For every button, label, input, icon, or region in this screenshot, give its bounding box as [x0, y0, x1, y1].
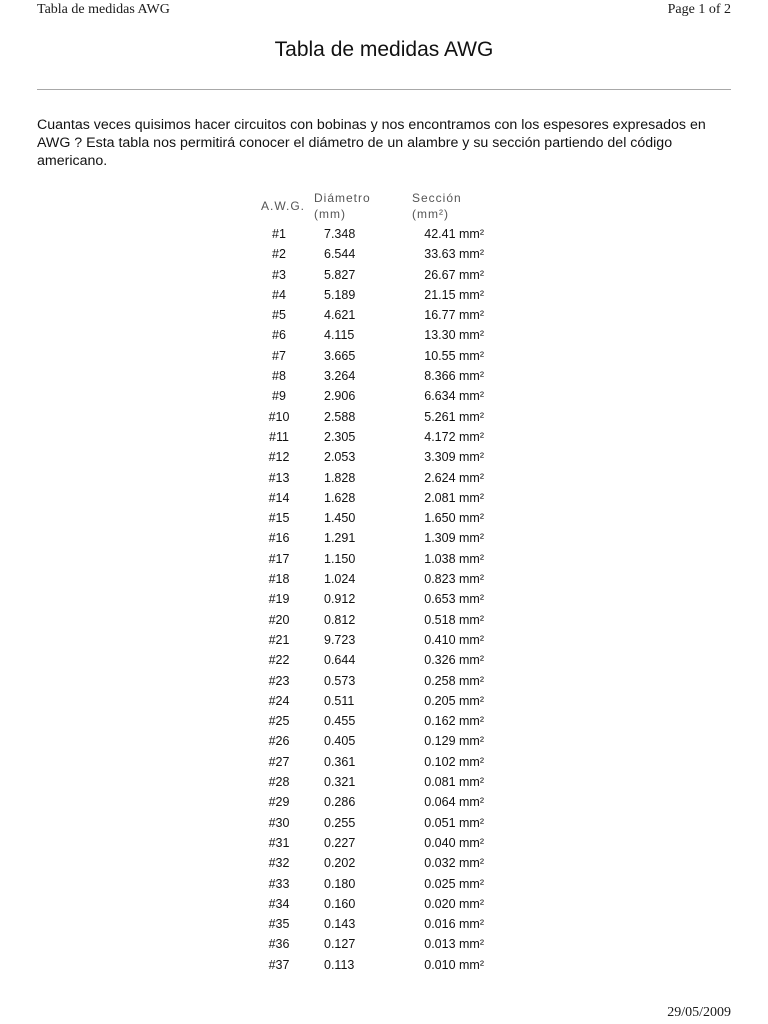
cell-section: 0.051 mm² — [424, 815, 484, 830]
cell-section: 1.038 mm² — [424, 551, 484, 566]
cell-section: 2.624 mm² — [424, 470, 484, 485]
cell-diameter: 0.202 — [324, 856, 356, 871]
cell-awg: #21 — [268, 632, 290, 647]
table-row — [0, 650, 768, 670]
cell-section: 0.129 mm² — [424, 734, 484, 749]
print-footer-date: 29/05/2009 — [667, 1005, 731, 1020]
cell-awg: #8 — [272, 369, 286, 384]
cell-section: 8.366 mm² — [424, 369, 484, 384]
table-row — [0, 914, 768, 934]
column-header-section-label: Sección — [412, 191, 462, 205]
cell-diameter: 0.455 — [324, 714, 356, 729]
table-row — [0, 752, 768, 772]
cell-diameter: 0.644 — [324, 653, 356, 668]
cell-section: 13.30 mm² — [424, 328, 484, 343]
cell-diameter: 0.227 — [324, 835, 356, 850]
cell-diameter: 4.115 — [324, 328, 355, 343]
cell-diameter: 6.544 — [324, 247, 356, 262]
table-row — [0, 528, 768, 548]
cell-awg: #24 — [268, 693, 290, 708]
cell-section: 0.205 mm² — [424, 693, 484, 708]
cell-awg: #32 — [268, 856, 290, 871]
cell-diameter: 2.588 — [324, 409, 356, 424]
cell-section: 33.63 mm² — [424, 247, 484, 262]
table-row — [0, 265, 768, 285]
cell-section: 0.010 mm² — [424, 957, 484, 972]
cell-section: 0.162 mm² — [424, 714, 484, 729]
cell-diameter: 0.321 — [324, 775, 356, 790]
cell-awg: #20 — [268, 612, 290, 627]
column-header-diameter-unit: (mm) — [314, 207, 346, 221]
cell-section: 0.823 mm² — [424, 572, 484, 587]
cell-section: 0.016 mm² — [424, 917, 484, 932]
cell-section: 0.032 mm² — [424, 856, 484, 871]
cell-awg: #11 — [269, 429, 289, 444]
cell-awg: #4 — [272, 287, 286, 302]
cell-awg: #7 — [272, 348, 286, 363]
table-row — [0, 813, 768, 833]
cell-diameter: 2.053 — [324, 450, 356, 465]
cell-diameter: 0.573 — [324, 673, 356, 688]
table-row — [0, 285, 768, 305]
cell-diameter: 1.024 — [324, 572, 356, 587]
cell-awg: #3 — [272, 267, 286, 282]
table-row — [0, 874, 768, 894]
table-row — [0, 468, 768, 488]
table-row — [0, 934, 768, 954]
cell-awg: #22 — [268, 653, 290, 668]
cell-diameter: 7.348 — [324, 227, 356, 241]
cell-diameter: 0.912 — [324, 592, 356, 607]
cell-diameter: 0.361 — [324, 754, 356, 769]
cell-awg: #34 — [268, 896, 290, 911]
cell-section: 0.258 mm² — [424, 673, 484, 688]
cell-awg: #16 — [268, 531, 290, 546]
cell-awg: #12 — [268, 450, 290, 465]
table-row — [0, 792, 768, 812]
cell-diameter: 0.812 — [324, 612, 356, 627]
cell-diameter: 5.827 — [324, 267, 356, 282]
cell-diameter: 0.255 — [324, 815, 356, 830]
cell-awg: #9 — [272, 389, 286, 404]
table-row — [0, 305, 768, 325]
table-row — [0, 853, 768, 873]
cell-awg: #35 — [268, 917, 290, 932]
title-divider — [37, 89, 731, 90]
table-row — [0, 772, 768, 792]
cell-awg: #28 — [268, 775, 290, 790]
cell-section: 0.013 mm² — [424, 937, 484, 952]
table-row — [0, 955, 768, 975]
table-row — [0, 386, 768, 406]
cell-awg: #6 — [272, 328, 286, 343]
cell-awg: #19 — [268, 592, 290, 607]
cell-awg: #25 — [268, 714, 290, 729]
table-row — [0, 833, 768, 853]
cell-diameter: 0.127 — [324, 937, 356, 952]
cell-section: 16.77 mm² — [424, 308, 484, 323]
cell-section: 0.518 mm² — [424, 612, 484, 627]
table-row — [0, 488, 768, 508]
cell-section: 10.55 mm² — [424, 348, 484, 363]
cell-section: 5.261 mm² — [424, 409, 484, 424]
cell-awg: #13 — [268, 470, 290, 485]
cell-section: 4.172 mm² — [424, 429, 484, 444]
cell-awg: #14 — [268, 490, 290, 505]
table-row — [0, 569, 768, 589]
cell-awg: #17 — [268, 551, 290, 566]
awg-table-body — [0, 224, 768, 975]
cell-awg: #5 — [272, 308, 286, 323]
column-header-awg: A.W.G. — [261, 199, 306, 213]
print-header-title: Tabla de medidas AWG — [37, 2, 170, 17]
cell-awg: #30 — [268, 815, 290, 830]
cell-section: 3.309 mm² — [424, 450, 484, 465]
cell-section: 21.15 mm² — [424, 287, 484, 302]
table-row — [0, 224, 768, 244]
table-row — [0, 447, 768, 467]
column-header-diameter-label: Diámetro — [314, 191, 371, 205]
table-row — [0, 731, 768, 751]
cell-diameter: 5.189 — [324, 287, 356, 302]
table-row — [0, 589, 768, 609]
cell-diameter: 0.143 — [324, 917, 356, 932]
cell-section: 2.081 mm² — [424, 490, 484, 505]
cell-diameter: 0.180 — [324, 876, 356, 891]
intro-paragraph: Cuantas veces quisimos hacer circuitos con bobinas y nos encontramos con los espesores expresados en AWG ? Esta tabla nos permitirá conocer el diámetro de un alambre y su sección partiendo del código americano. — [37, 117, 706, 169]
cell-section: 42.41 mm² — [424, 227, 484, 241]
cell-section: 0.064 mm² — [424, 795, 484, 810]
table-row — [0, 427, 768, 447]
cell-diameter: 0.113 — [324, 957, 355, 972]
cell-section: 0.081 mm² — [424, 775, 484, 790]
cell-awg: #29 — [268, 795, 290, 810]
cell-awg: #27 — [268, 754, 290, 769]
column-header-section-unit: (mm²) — [412, 207, 449, 221]
awg-table-header — [0, 190, 768, 224]
cell-diameter: 4.621 — [324, 308, 356, 323]
cell-section: 0.020 mm² — [424, 896, 484, 911]
cell-awg: #37 — [268, 957, 290, 972]
cell-diameter: 2.906 — [324, 389, 356, 404]
cell-diameter: 1.450 — [324, 511, 356, 526]
cell-awg: #2 — [272, 247, 286, 262]
cell-diameter: 1.291 — [324, 531, 356, 546]
cell-section: 0.410 mm² — [424, 632, 484, 647]
cell-diameter: 9.723 — [324, 632, 356, 647]
table-row — [0, 610, 768, 630]
table-row — [0, 671, 768, 691]
cell-awg: #1 — [272, 227, 286, 241]
table-row — [0, 894, 768, 914]
table-row — [0, 366, 768, 386]
cell-section: 0.040 mm² — [424, 835, 484, 850]
cell-diameter: 2.305 — [324, 429, 356, 444]
cell-section: 0.653 mm² — [424, 592, 484, 607]
column-header-diameter — [314, 190, 371, 222]
cell-section: 0.102 mm² — [424, 754, 484, 769]
cell-awg: #33 — [268, 876, 290, 891]
cell-diameter: 1.828 — [324, 470, 356, 485]
cell-awg: #10 — [268, 409, 290, 424]
cell-awg: #18 — [268, 572, 290, 587]
cell-section: 1.650 mm² — [424, 511, 484, 526]
column-header-section — [412, 190, 462, 222]
page-title: Tabla de medidas AWG — [274, 38, 494, 61]
cell-section: 26.67 mm² — [424, 267, 484, 282]
cell-awg: #31 — [268, 835, 290, 850]
table-row — [0, 691, 768, 711]
cell-awg: #36 — [268, 937, 290, 952]
cell-awg: #15 — [268, 511, 290, 526]
cell-section: 1.309 mm² — [424, 531, 484, 546]
cell-diameter: 3.264 — [324, 369, 356, 384]
print-header-page-number: Page 1 of 2 — [667, 2, 731, 17]
cell-awg: #26 — [268, 734, 290, 749]
cell-diameter: 0.511 — [324, 693, 355, 708]
cell-diameter: 1.628 — [324, 490, 356, 505]
table-row — [0, 549, 768, 569]
cell-diameter: 3.665 — [324, 348, 356, 363]
table-row — [0, 325, 768, 345]
cell-diameter: 0.405 — [324, 734, 356, 749]
cell-section: 0.326 mm² — [424, 653, 484, 668]
table-row — [0, 407, 768, 427]
table-row — [0, 244, 768, 264]
cell-diameter: 0.286 — [324, 795, 356, 810]
cell-section: 0.025 mm² — [424, 876, 484, 891]
table-row — [0, 508, 768, 528]
table-row — [0, 711, 768, 731]
cell-diameter: 0.160 — [324, 896, 356, 911]
cell-awg: #23 — [268, 673, 290, 688]
table-row — [0, 346, 768, 366]
table-row — [0, 630, 768, 650]
cell-section: 6.634 mm² — [424, 389, 484, 404]
cell-diameter: 1.150 — [324, 551, 356, 566]
